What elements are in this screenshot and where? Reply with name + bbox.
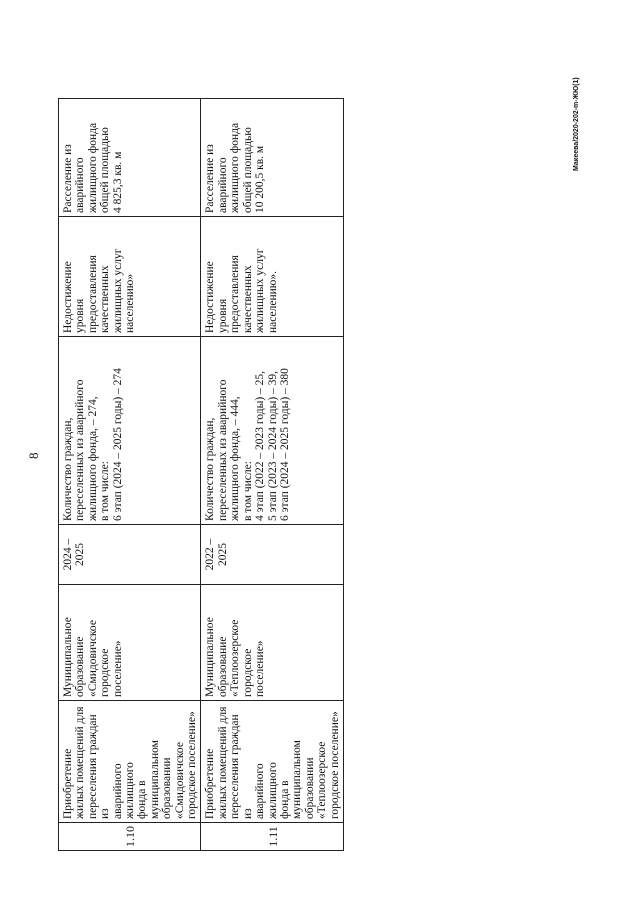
cell-text-line: общей площадью <box>99 127 112 213</box>
cell-text-line: городское поселение» <box>186 711 199 819</box>
cell-text-line: переселенных из аварийного <box>216 379 229 521</box>
indicator-cell <box>201 337 343 525</box>
cell-text-line: качественных <box>241 265 254 333</box>
cell-text-line: Количество граждан, <box>204 417 217 521</box>
cell-text-line: Недостижение <box>204 261 217 333</box>
executor-cell <box>59 585 201 701</box>
program-table <box>58 98 344 851</box>
cell-text-line: 5 этап (2023 – 2024 годы) – 39, <box>266 370 279 521</box>
cell-text-line: жилых помещений для <box>74 706 87 819</box>
result-cell <box>59 99 201 217</box>
row-number: 1.10 <box>59 823 201 851</box>
risk-cell <box>201 217 343 337</box>
cell-text-line: «Смидовичское <box>173 742 186 819</box>
cell-text-line: переселения граждан из <box>229 714 254 819</box>
cell-text-line: городское <box>99 648 112 697</box>
cell-text-line: образование <box>74 636 87 697</box>
cell-text-line: «Теплоозерское <box>229 619 242 697</box>
cell-text-line: жилищных услуг <box>254 248 267 333</box>
cell-text-line: фонда в муниципальном <box>278 740 304 819</box>
cell-text-line: 2025 <box>74 543 87 566</box>
cell-text-line: аварийного жилищного <box>254 762 279 819</box>
cell-text-line: населению». <box>266 271 279 333</box>
cell-text-line: 4 этап (2022 – 2023 годы) – 25, <box>254 370 267 521</box>
cell-text-line: жилых помещений для <box>216 706 229 819</box>
cell-text-line: качественных <box>99 265 112 333</box>
cell-text-line: предоставления <box>86 255 99 333</box>
cell-text-line: поселение» <box>254 640 267 697</box>
cell-text-line: населению» <box>124 273 137 333</box>
cell-text-line: переселенных из аварийного <box>74 379 87 521</box>
cell-text-line: «Теплоозерское <box>316 741 329 819</box>
cell-text-line: жилищного фонда, – 444, <box>229 396 242 521</box>
document-id: Макеева/2020-202-m-ЖЮ(1) <box>573 77 580 171</box>
cell-text-line: в том числе: <box>99 461 112 521</box>
cell-text-line: жилищного фонда <box>86 122 99 213</box>
cell-text-line: 2024 – <box>62 538 74 571</box>
cell-text-line: 2022 – <box>204 538 217 571</box>
cell-text-line: городское <box>241 648 254 697</box>
result-cell <box>201 99 343 217</box>
table-row <box>201 99 343 851</box>
cell-text-line: Количество граждан, <box>62 417 74 521</box>
cell-text-line: образовании <box>303 757 316 819</box>
cell-text-line: образование <box>216 636 229 697</box>
cell-text-line: образовании <box>161 757 174 819</box>
table-row <box>59 99 201 851</box>
cell-text-line: Недостижение <box>62 261 74 333</box>
cell-text-line: Приобретение <box>204 748 217 819</box>
years-cell <box>59 525 201 585</box>
cell-text-line: городское поселение» <box>328 711 341 819</box>
cell-text-line: фонда в муниципальном <box>136 740 161 819</box>
cell-text-line: «Смидовичское <box>86 620 99 697</box>
cell-text-line: аварийного <box>74 157 87 213</box>
cell-text-line: Муниципальное <box>204 617 217 697</box>
cell-text-line: жилищного фонда <box>229 122 242 213</box>
cell-text-line: переселения граждан из <box>86 714 112 819</box>
measure-name-cell <box>59 701 201 823</box>
page-number: 8 <box>26 452 41 459</box>
cell-text-line: 6 этап (2024 – 2025 годы) – 380 <box>278 368 291 521</box>
cell-text-line: общей площадью <box>241 127 254 213</box>
cell-text-line: предоставления <box>229 255 242 333</box>
cell-text-line: Расселение из <box>62 144 74 213</box>
cell-text-line: уровня <box>74 298 87 333</box>
row-number: 1.11 <box>201 823 343 851</box>
cell-text-line: 2025 <box>216 543 229 566</box>
cell-text-line: в том числе: <box>241 461 254 521</box>
years-cell <box>201 525 343 585</box>
measure-name-cell <box>201 701 343 823</box>
executor-cell <box>201 585 343 701</box>
cell-text-line: аварийного <box>216 157 229 213</box>
cell-text-line: Расселение из <box>204 144 217 213</box>
cell-text-line: 10 200,5 кв. м <box>254 145 267 213</box>
cell-text-line: поселение» <box>111 640 124 697</box>
cell-text-line: 6 этап (2024 – 2025 годы) – 274 <box>111 368 124 521</box>
cell-text-line: жилищных услуг <box>111 248 124 333</box>
indicator-cell <box>59 337 201 525</box>
cell-text-line: уровня <box>216 298 229 333</box>
cell-text-line: 4 825,3 кв. м <box>111 151 124 213</box>
cell-text-line: аварийного жилищного <box>111 762 137 819</box>
risk-cell <box>59 217 201 337</box>
cell-text-line: Приобретение <box>62 748 74 819</box>
cell-text-line: Муниципальное <box>62 617 74 697</box>
cell-text-line: жилищного фонда, – 274, <box>86 396 99 521</box>
